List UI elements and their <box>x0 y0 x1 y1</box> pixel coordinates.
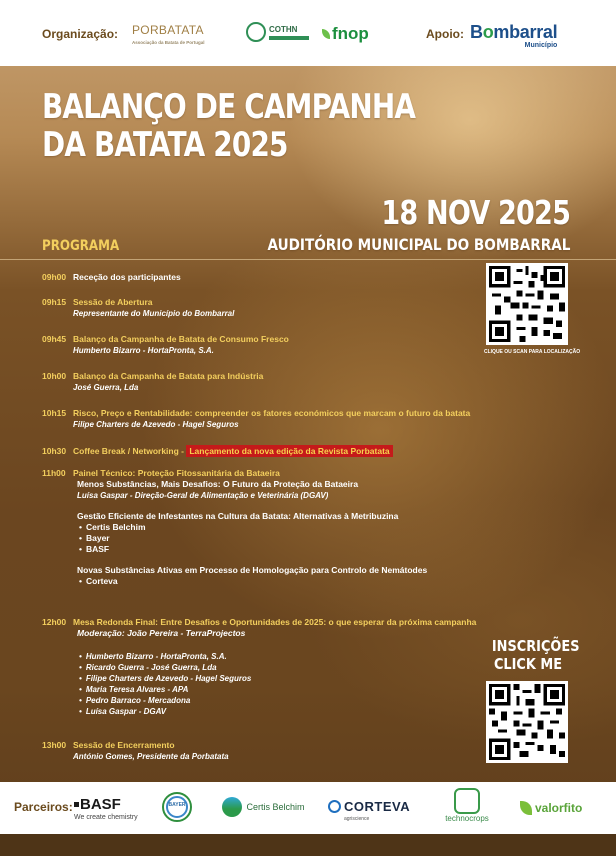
schedule-title: Sessão de Abertura <box>73 297 153 307</box>
corteva-logo-name: CORTEVA <box>344 799 411 814</box>
schedule-speaker: Humberto Bizarro - HortaPronta, S.A. <box>73 346 214 355</box>
schedule-item <box>42 740 482 762</box>
corteva-logo <box>328 798 410 822</box>
qr-code-icon <box>489 266 565 342</box>
list-item: • Corteva <box>73 576 482 587</box>
cothn-logo-bar <box>269 36 309 40</box>
schedule-title: Balanço da Campanha de Batata para Indústria <box>73 371 264 381</box>
schedule-time: 10h30 <box>42 446 67 456</box>
programa-heading: PROGRAMA <box>42 238 120 254</box>
magazine-launch-highlight: Lançamento da nova edição da Revista Porbatata <box>186 445 392 457</box>
organizacao-label: Organização: <box>42 27 119 41</box>
valorfito-logo <box>520 799 582 817</box>
registration-qr-code[interactable] <box>486 681 568 763</box>
inscricoes-label: INSCRIÇÕES <box>491 637 580 655</box>
event-venue: AUDITÓRIO MUNICIPAL DO BOMBARRAL <box>267 235 570 254</box>
organizers-bar <box>0 0 616 66</box>
list-item: • Humberto Bizarro - HortaPronta, S.A. <box>73 651 602 662</box>
footer-strip <box>0 834 616 856</box>
bayer-logo-name: BAYER <box>168 802 186 808</box>
moderation-line: Moderação: João Pereira - TerraProjectos <box>77 628 246 638</box>
schedule-item <box>42 297 482 319</box>
section-divider <box>0 259 616 260</box>
schedule-item <box>42 272 482 283</box>
basf-logo-name: BASF <box>80 796 121 813</box>
certis-logo-name: Certis Belchim <box>246 802 305 812</box>
location-qr-caption: CLIQUE OU SCAN PARA LOCALIZAÇÃO <box>484 349 581 355</box>
cothn-logo-name: COTHN <box>269 24 298 34</box>
fnop-logo-name: fnop <box>332 24 369 43</box>
schedule-time: 10h15 <box>42 408 67 418</box>
panel-talk-speaker: Luísa Gaspar - Direção-Geral de Alimentação e Veterinária (DGAV) <box>77 491 329 500</box>
schedule-speaker: António Gomes, Presidente da Porbatata <box>73 752 229 761</box>
bombarral-logo-sub: Município <box>524 42 558 49</box>
schedule-item <box>42 468 482 587</box>
fnop-logo <box>322 24 369 44</box>
apoio-label: Apoio: <box>426 27 464 41</box>
bombarral-logo-name-o: o <box>482 22 494 42</box>
certis-belchim-logo <box>222 797 304 817</box>
schedule-item <box>42 371 482 393</box>
schedule-item <box>42 334 482 356</box>
schedule-speaker: Filipe Charters de Azevedo - Hagel Seguros <box>73 420 239 429</box>
valorfito-leaf-icon <box>520 801 532 815</box>
schedule-title: Mesa Redonda Final: Entre Desafios e Oportunidades de 2025: o que esperar da próxima campanha <box>73 617 477 627</box>
schedule-item <box>42 408 602 430</box>
basf-square-icon <box>74 802 79 807</box>
list-item: • BASF <box>73 544 482 555</box>
technocrops-logo <box>445 788 489 823</box>
cothn-logo <box>246 22 309 42</box>
schedule-time: 12h00 <box>42 617 67 627</box>
corteva-logo-sub: agriscience <box>344 816 370 822</box>
schedule-title: Balanço da Campanha de Batata de Consumo Fresco <box>73 334 289 344</box>
certis-globe-icon <box>222 797 242 817</box>
technocrops-logo-name: technocrops <box>445 814 489 823</box>
schedule-speaker: José Guerra, Lda <box>73 383 139 392</box>
list-item: • Luísa Gaspar - DGAV <box>73 706 602 717</box>
schedule-title: Receção dos participantes <box>73 272 181 282</box>
valorfito-logo-name: valorfito <box>535 801 583 815</box>
schedule-title: Coffee Break / Networking - <box>73 446 187 456</box>
qr-code-icon <box>489 684 565 760</box>
porbatata-logo-name: PORBATATA <box>132 23 204 37</box>
corteva-emblem-icon <box>328 800 341 813</box>
event-date: 18 NOV 2025 <box>381 193 570 232</box>
panel-talk-title: Menos Substâncias, Mais Desafios: O Futuro da Proteção da Bataeira <box>77 479 359 489</box>
schedule-time: 13h00 <box>42 740 67 750</box>
schedule-title: Painel Técnico: Proteção Fitossanitária da Bataeira <box>73 468 280 478</box>
technocrops-leaf-icon <box>454 788 480 814</box>
registration-call-to-action[interactable] <box>491 637 580 673</box>
panel-talk-title: Novas Substâncias Ativas em Processo de Homologação para Controlo de Nemátodes <box>77 565 428 575</box>
schedule-time: 11h00 <box>42 468 66 478</box>
schedule-time: 09h00 <box>42 272 67 282</box>
bayer-logo <box>162 792 192 822</box>
list-item: • Filipe Charters de Azevedo - Hagel Seguros <box>73 673 602 684</box>
schedule-speaker: Representante do Município do Bombarral <box>73 309 235 318</box>
schedule-time: 10h00 <box>42 371 67 381</box>
location-qr-code[interactable] <box>486 263 568 345</box>
event-title <box>42 88 415 164</box>
basf-logo-tagline: We create chemistry <box>74 814 138 821</box>
event-title-line1: BALANÇO DE CAMPANHA <box>42 87 416 127</box>
list-item: • Pedro Barraco - Mercadona <box>73 695 602 706</box>
fnop-leaf-icon <box>322 29 330 39</box>
porbatata-logo <box>132 23 205 48</box>
panel-talk-title: Gestão Eficiente de Infestantes na Cultura da Batata: Alternativas à Metribuzina <box>77 511 399 521</box>
schedule-time: 09h15 <box>42 297 67 307</box>
click-me-label: CLICK ME <box>493 655 563 673</box>
bombarral-logo-name-start: B <box>470 22 483 42</box>
schedule-item <box>42 446 482 457</box>
porbatata-logo-tagline: Associação da Batata de Portugal <box>132 40 205 45</box>
bombarral-logo <box>470 22 557 51</box>
schedule-time: 09h45 <box>42 334 67 344</box>
list-item: • Ricardo Guerra - José Guerra, Lda <box>73 662 602 673</box>
list-item: • Maria Teresa Alvares - APA <box>73 684 602 695</box>
list-item: • Certis Belchim <box>73 522 482 533</box>
bombarral-logo-name-end: mbarral <box>493 22 558 42</box>
event-title-line2: DA BATATA 2025 <box>42 125 288 165</box>
schedule-title: Risco, Preço e Rentabilidade: compreender os fatores económicos que marcam o futuro da batata <box>73 408 471 418</box>
schedule-title: Sessão de Encerramento <box>73 740 175 750</box>
partners-bar <box>0 782 616 834</box>
cothn-emblem-icon <box>246 22 266 42</box>
list-item: • Bayer <box>73 533 482 544</box>
basf-logo <box>74 796 138 821</box>
parceiros-label: Parceiros: <box>14 800 73 814</box>
